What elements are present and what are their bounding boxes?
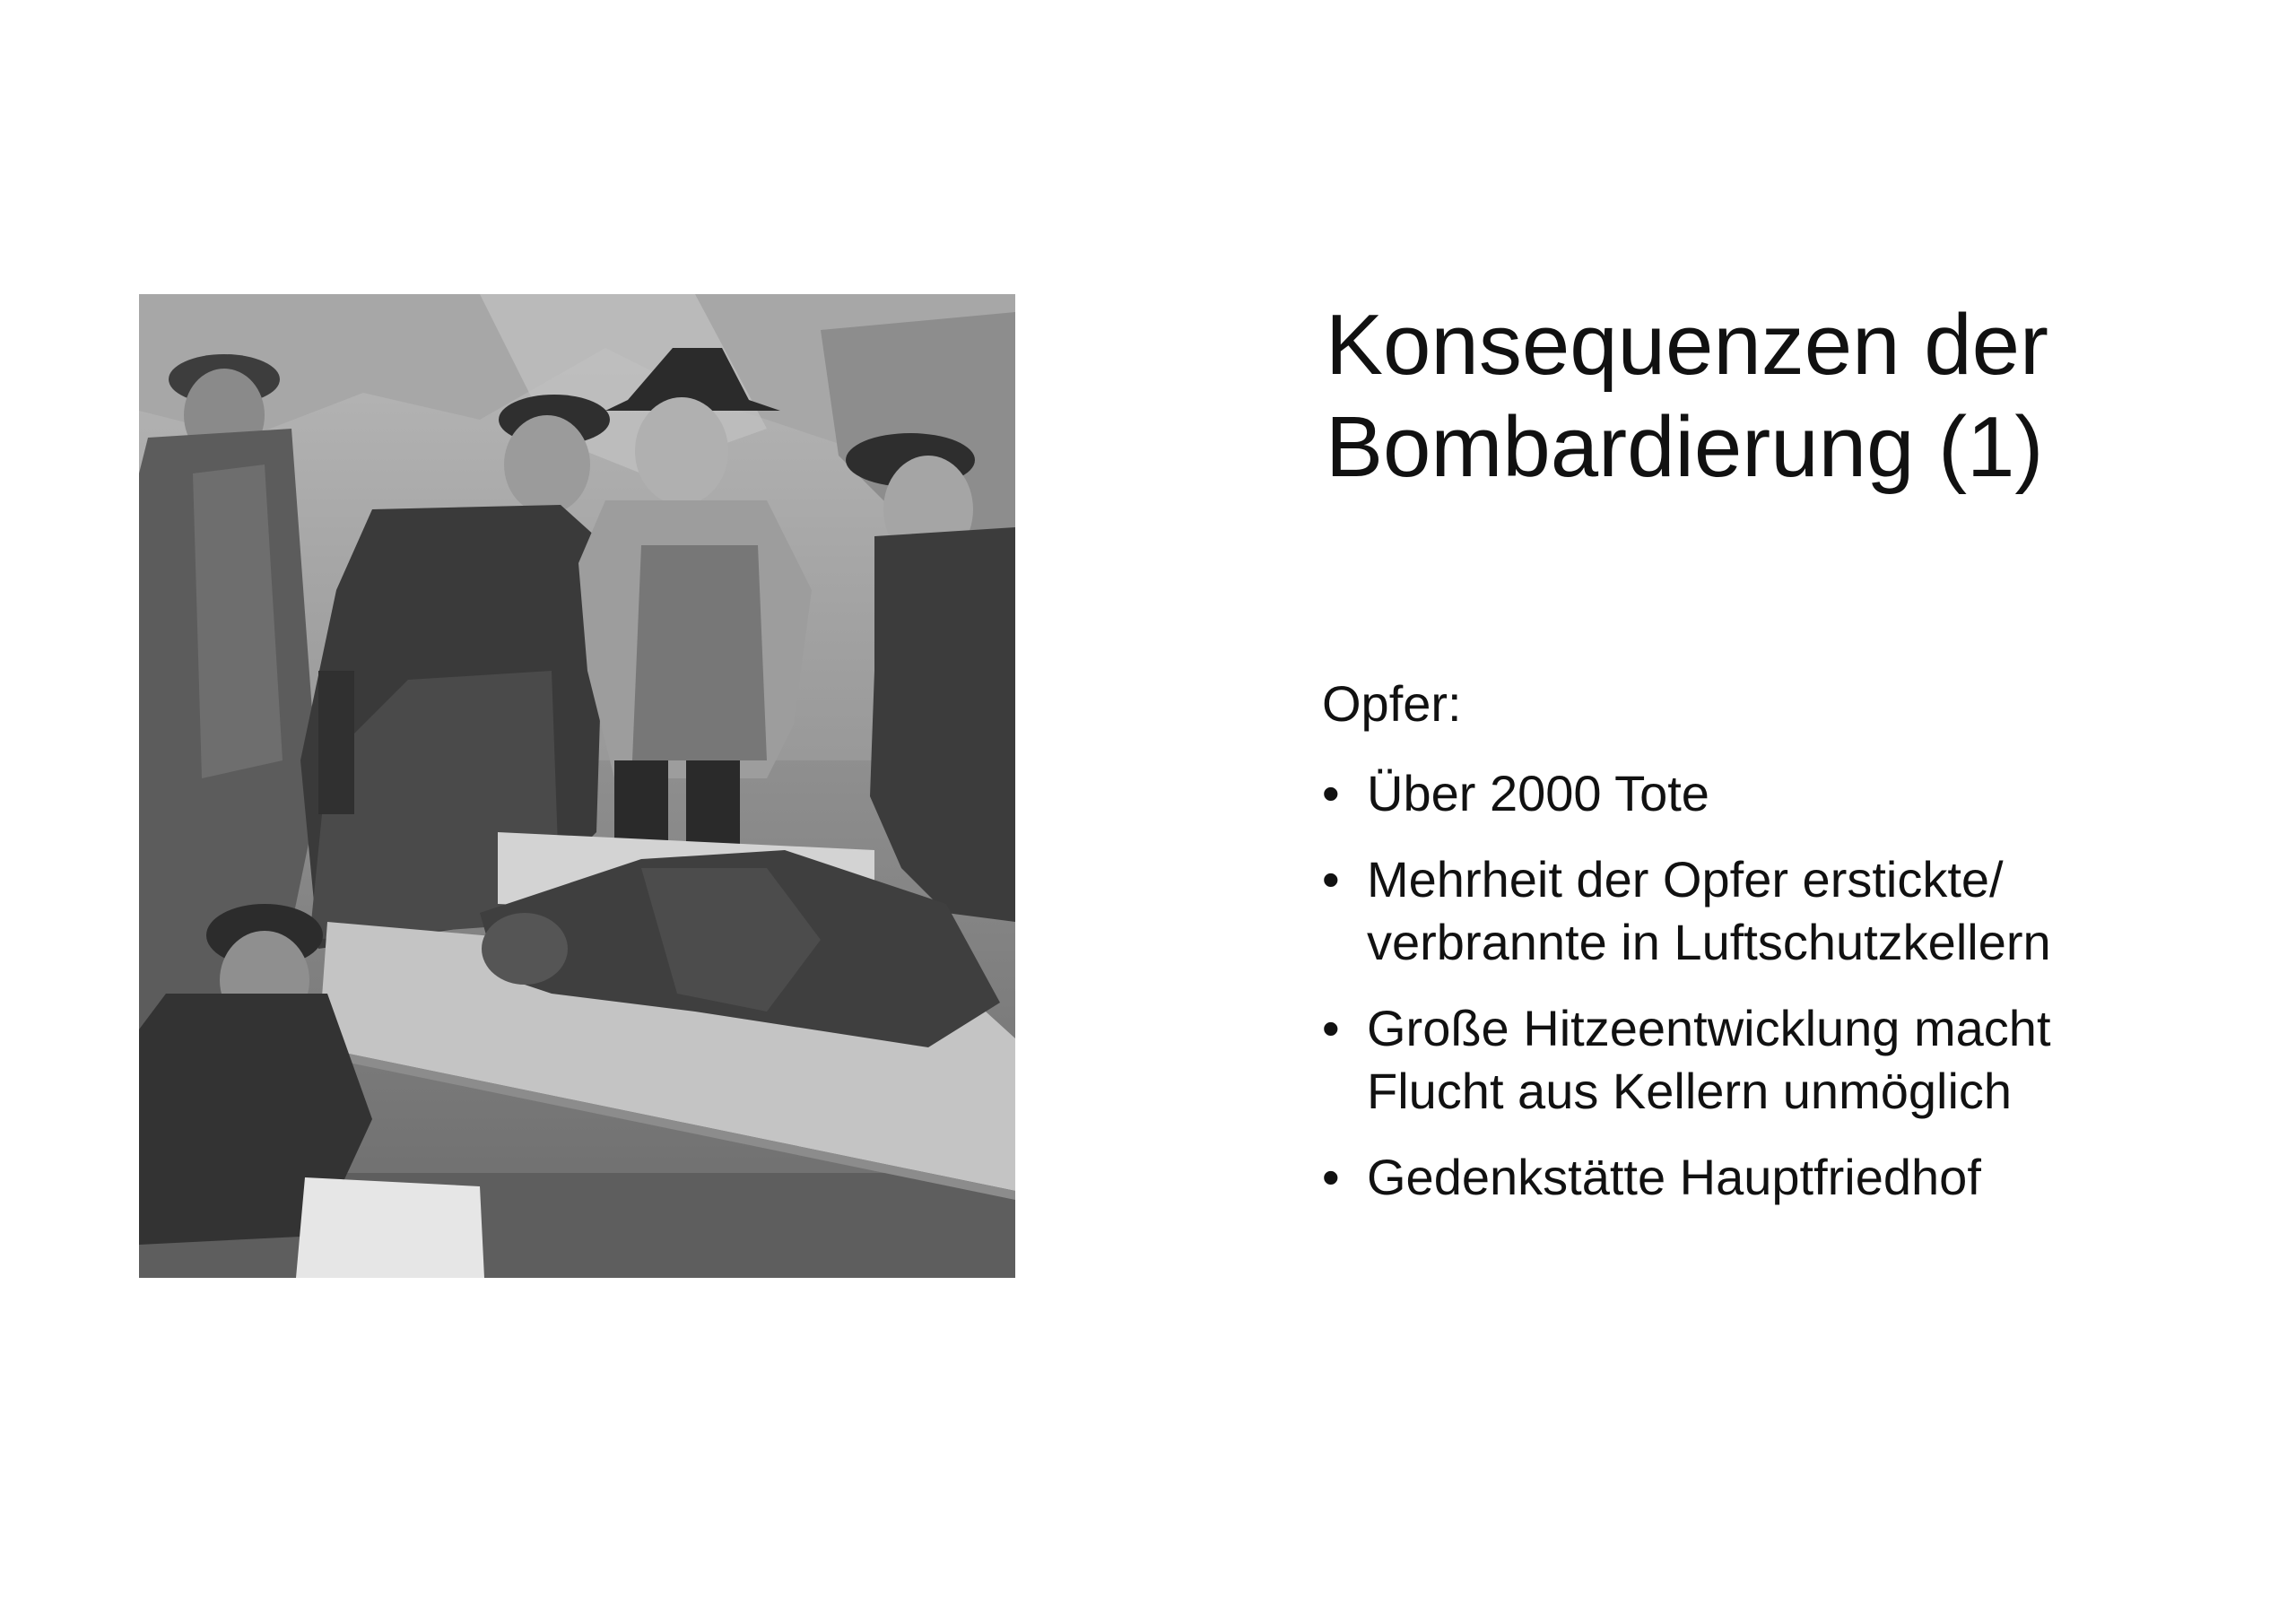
bullet-item: [1322, 848, 2237, 974]
intro-label: Opfer:: [1322, 675, 1462, 732]
bullet-text: [1367, 997, 2237, 1123]
bullet-icon: •: [1322, 765, 1340, 821]
bullet-list: [1322, 762, 2237, 1209]
slide-title-line-2: Bombardierung (1): [1326, 399, 2044, 495]
bullet-line: Flucht aus Kellern unmöglich: [1367, 1063, 2013, 1119]
bullet-text: [1367, 762, 2237, 825]
bullet-icon: •: [1322, 851, 1340, 908]
bullet-item: [1322, 762, 2237, 825]
slide-title: [1326, 294, 2222, 499]
bullet-icon: •: [1322, 1000, 1340, 1056]
slide-content: [1322, 673, 2237, 1232]
bullet-item: [1322, 997, 2237, 1123]
bullet-line: Mehrheit der Opfer erstickte/: [1367, 851, 2004, 908]
bullet-item: [1322, 1146, 2237, 1209]
historical-photo-graphic: [139, 294, 1015, 1278]
bullet-line: verbrannte in Luftschutzkellern: [1367, 914, 2051, 970]
bullet-text: [1367, 848, 2237, 974]
bullet-line: Gedenkstätte Hauptfriedhof: [1367, 1149, 1981, 1205]
bullet-line: Über 2000 Tote: [1367, 765, 1709, 821]
bullet-line: Große Hitzeentwicklung macht: [1367, 1000, 2051, 1056]
bullet-text: [1367, 1146, 2237, 1209]
bullet-icon: •: [1322, 1149, 1340, 1205]
slide-title-line-1: Konsequenzen der: [1326, 297, 2048, 393]
historical-photo: [139, 294, 1015, 1278]
